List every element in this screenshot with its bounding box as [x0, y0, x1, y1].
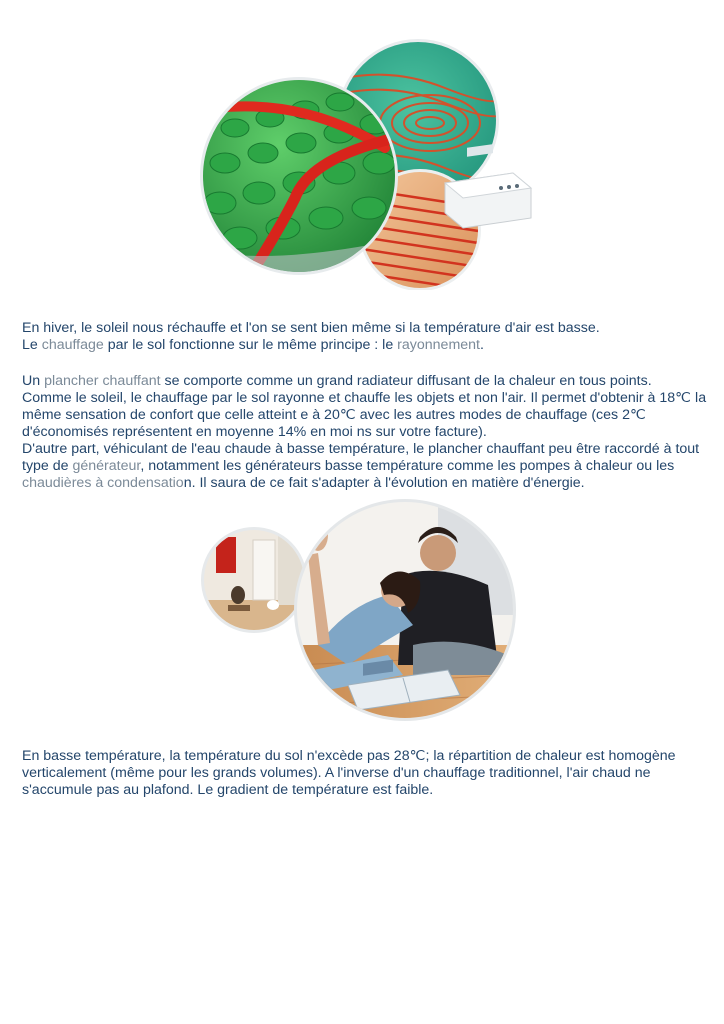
intro-paragraph	[22, 320, 712, 354]
intro-line-1: En hiver, le soleil nous réchauffe et l'on se sent bien même si la température d'air est basse.	[22, 320, 600, 336]
link-chaudieres-condensation[interactable]: chaudières à condensatio	[22, 475, 184, 491]
footer-paragraph	[22, 748, 712, 799]
link-plancher-chauffant[interactable]: plancher chauffant	[44, 373, 161, 389]
text-segment: .	[479, 337, 484, 353]
couple-on-floor-photo	[198, 495, 518, 727]
link-rayonnement[interactable]: rayonnement	[397, 337, 480, 353]
comfort-figure	[198, 495, 518, 727]
text-segment: par le sol fonctionne sur le même principe : le	[103, 337, 398, 353]
text-segment: se comporte comme un grand radiateur diffusant de la chaleur en tous points.	[160, 373, 652, 389]
text-segment: D'autre part, véhiculant de l'eau chaude à basse température, le plancher chauffant peu être raccordé à tout type de	[22, 441, 700, 474]
body-p2: Comme le soleil, le chauffage par le sol rayonne et chauffe les objets et non l'air. Il permet d'obtenir à 18℃ la même sensation de confort que celle atteint e à 20℃ avec les autres modes de chauffage (ces 2℃ d'économisés représentent en moyenne 14% en moi ns sur votre facture).	[22, 390, 707, 440]
text-segment: Le	[22, 337, 42, 353]
body-p3	[22, 441, 712, 492]
link-generateur[interactable]: générateur	[72, 458, 141, 474]
text-segment: Un	[22, 373, 45, 389]
footer-text: En basse température, la température du sol n'excède pas 28℃; la répartition de chaleur est homogène verticalement (même pour les grands volumes). A l'inverse d'un chauffage traditionnel, l'air chaud ne s'accumule pas au plafond. Le gradient de température est faible.	[22, 748, 676, 798]
living-room-photo	[198, 525, 308, 640]
link-chauffage[interactable]: chauffage	[41, 337, 104, 353]
text-segment: n. Il saura de ce fait s'adapter à l'évolution en matière d'énergie.	[183, 475, 585, 491]
body-p1	[22, 373, 712, 390]
underfloor-heating-photo	[195, 38, 540, 290]
underfloor-heating-figure	[195, 38, 540, 290]
text-segment: , notamment les générateurs basse température comme les pompes à chaleur ou les	[140, 458, 675, 474]
intro-line-2	[22, 337, 712, 354]
body-paragraph	[22, 373, 712, 492]
